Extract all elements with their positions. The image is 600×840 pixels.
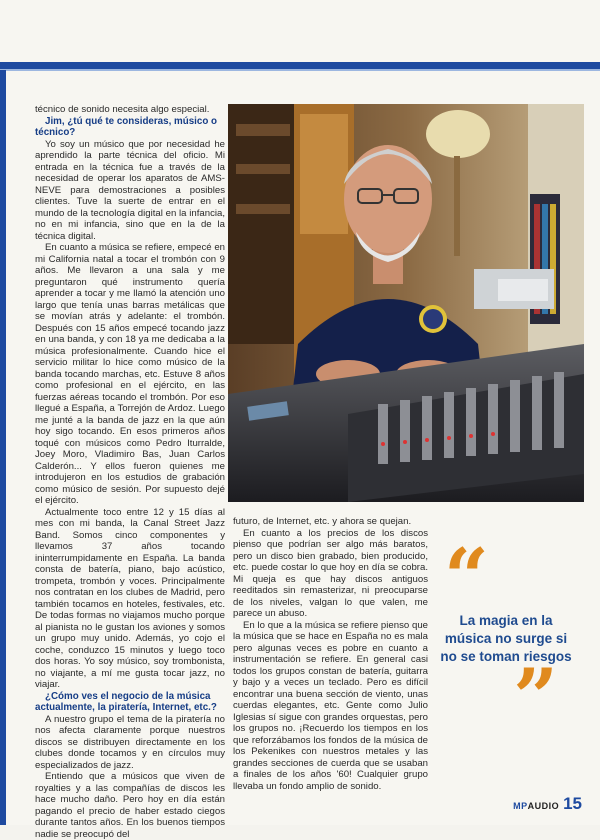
page-number: 15 bbox=[563, 794, 582, 813]
paragraph: Entiendo que a músicos que viven de royalties y a las compañías de discos les hace mucho daño. Pero hoy en día están pagando el precio de haber estado ciegos durante tantos años. En los buenos tiempos nadie se preocupó del bbox=[35, 771, 225, 840]
portrait-photo bbox=[228, 104, 584, 502]
page-footer bbox=[513, 794, 582, 814]
open-quote-icon: “ bbox=[444, 532, 489, 623]
left-text-column bbox=[35, 104, 225, 840]
top-blue-rule bbox=[0, 62, 600, 69]
photo-illustration bbox=[228, 104, 584, 502]
paragraph: En cuanto a los precios de los discos pienso que podrían ser algo más baratos, pero un disco bien grabado, bien producido, etc. puede costar lo que hoy en día se cobra. Mi queja es que hay discos antiguos reeditados sin remasterizar, ni preocuparse de los niveles, valgan lo que valen, me parece un abuso. bbox=[233, 527, 428, 619]
close-quote-icon: ” bbox=[513, 652, 558, 743]
paragraph: Actualmente toco entre 12 y 15 días al mes con mi banda, la Canal Street Jazz Band. Somos cinco componentes y llevamos 37 años tocando ininterrumpidamente en España. La banda consta de batería, piano, bajo acústico, trompeta, trombón y voces. Principalmente nos contratan en los clubes de Madrid, pero también tocamos en hoteles, festivales, etc. De todas formas no viajamos mucho porque al pianista no le gustan los aviones y somos un grupo muy unido. Además, yo cojo el coche, conduzco 15 minutos y luego toco dos horas. Yo soy músico, soy trombonista, no viajante, a mí me gusta tocar jazz, no viajar. bbox=[35, 506, 225, 690]
paragraph: A nuestro grupo el tema de la piratería no nos afecta claramente porque nuestros discos se distribuyen directamente en los clubes donde tocamos y en círculos muy especializados de jazz. bbox=[35, 713, 225, 771]
interview-question: ¿Cómo ves el negocio de la música actualmente, la piratería, Internet, etc.? bbox=[35, 690, 217, 713]
top-light-rule bbox=[0, 69, 600, 71]
left-blue-bar bbox=[0, 70, 6, 825]
pull-quote-text: La magia en la música no surge si no se toman riesgos bbox=[440, 613, 572, 664]
interview-question: Jim, ¿tú qué te consideras, músico o técnico? bbox=[35, 115, 218, 138]
magazine-name bbox=[513, 801, 559, 811]
right-text-column bbox=[233, 516, 428, 792]
magazine-prefix: MP bbox=[513, 801, 528, 811]
pull-quote bbox=[440, 532, 572, 743]
paragraph: Yo soy un músico que por necesidad he aprendido la parte técnica del oficio. Mi entrada en la técnica fue a través de la necesidad de operar los aparatos de AMS-NEVE para demostraciones a posibles clientes. Tuve la suerte de entrar en el mundo de la tecnología digital en la infancia, no en mi infancia, sino que en la de la técnica digital. bbox=[35, 138, 225, 242]
paragraph: En lo que a la música se refiere pienso que la música que se hace en España no es mala pero algunas veces es pobre en cuanto a instrumentación se refiere. En general casi todos los grupos constan de batería, guitarra y bajo y a veces un teclado. Pero es difícil encontrar una buena sección de viento, unas cuerdas elegantes, etc. Gente como Julio Iglesias sí sigue con grandes orquestas, pero los grupos no. ¡Recuerdo los tiempos en los que reforzábamos los fondos de la música de los Pekenikes con nuestros metales y las grandes secciones de cuerda que se usaban a finales de los años '60! Cualquier grupo llevaba un fondo amplio de sonido. bbox=[233, 619, 428, 792]
paragraph: técnico de sonido necesita algo especial. bbox=[35, 104, 210, 115]
paragraph: En cuanto a música se refiere, empecé en mi California natal a tocar el trombón con 9 años. Me llevaron a una sala y me preguntaron qué instrumento quería aprender a tocar y me llamó la atención uno largo que tenía unas barras metálicas que se movían atrás y adelante: el trombón. Después con 15 años empecé tocando jazz en una banda, y con 18 ya me dedicaba a la música profesionalmente. Cuando hice el servicio militar lo hice como músico de la banda tocando marchas, etc. Estuve 8 años como profesional en el ejército, en las fuerzas aéreas tocando el trombón. Por eso llegué a España, a Torrejón de Ardoz. Luego me junté a la banda de jazz en la que aún hoy sigo tocando. En esos primeros años toqué con músicos como Pedro Iturralde, Joey Moro, Vladimiro Bas, Juan Carlos Calderón... Y ellos fueron quienes me introdujeron en los estudios de grabación como músico de sesión. Por supuesto dejé el ejército. bbox=[35, 242, 225, 506]
magazine-suffix: AUDIO bbox=[527, 801, 560, 811]
paragraph: futuro, de Internet, etc. y ahora se quejan. bbox=[233, 516, 412, 527]
